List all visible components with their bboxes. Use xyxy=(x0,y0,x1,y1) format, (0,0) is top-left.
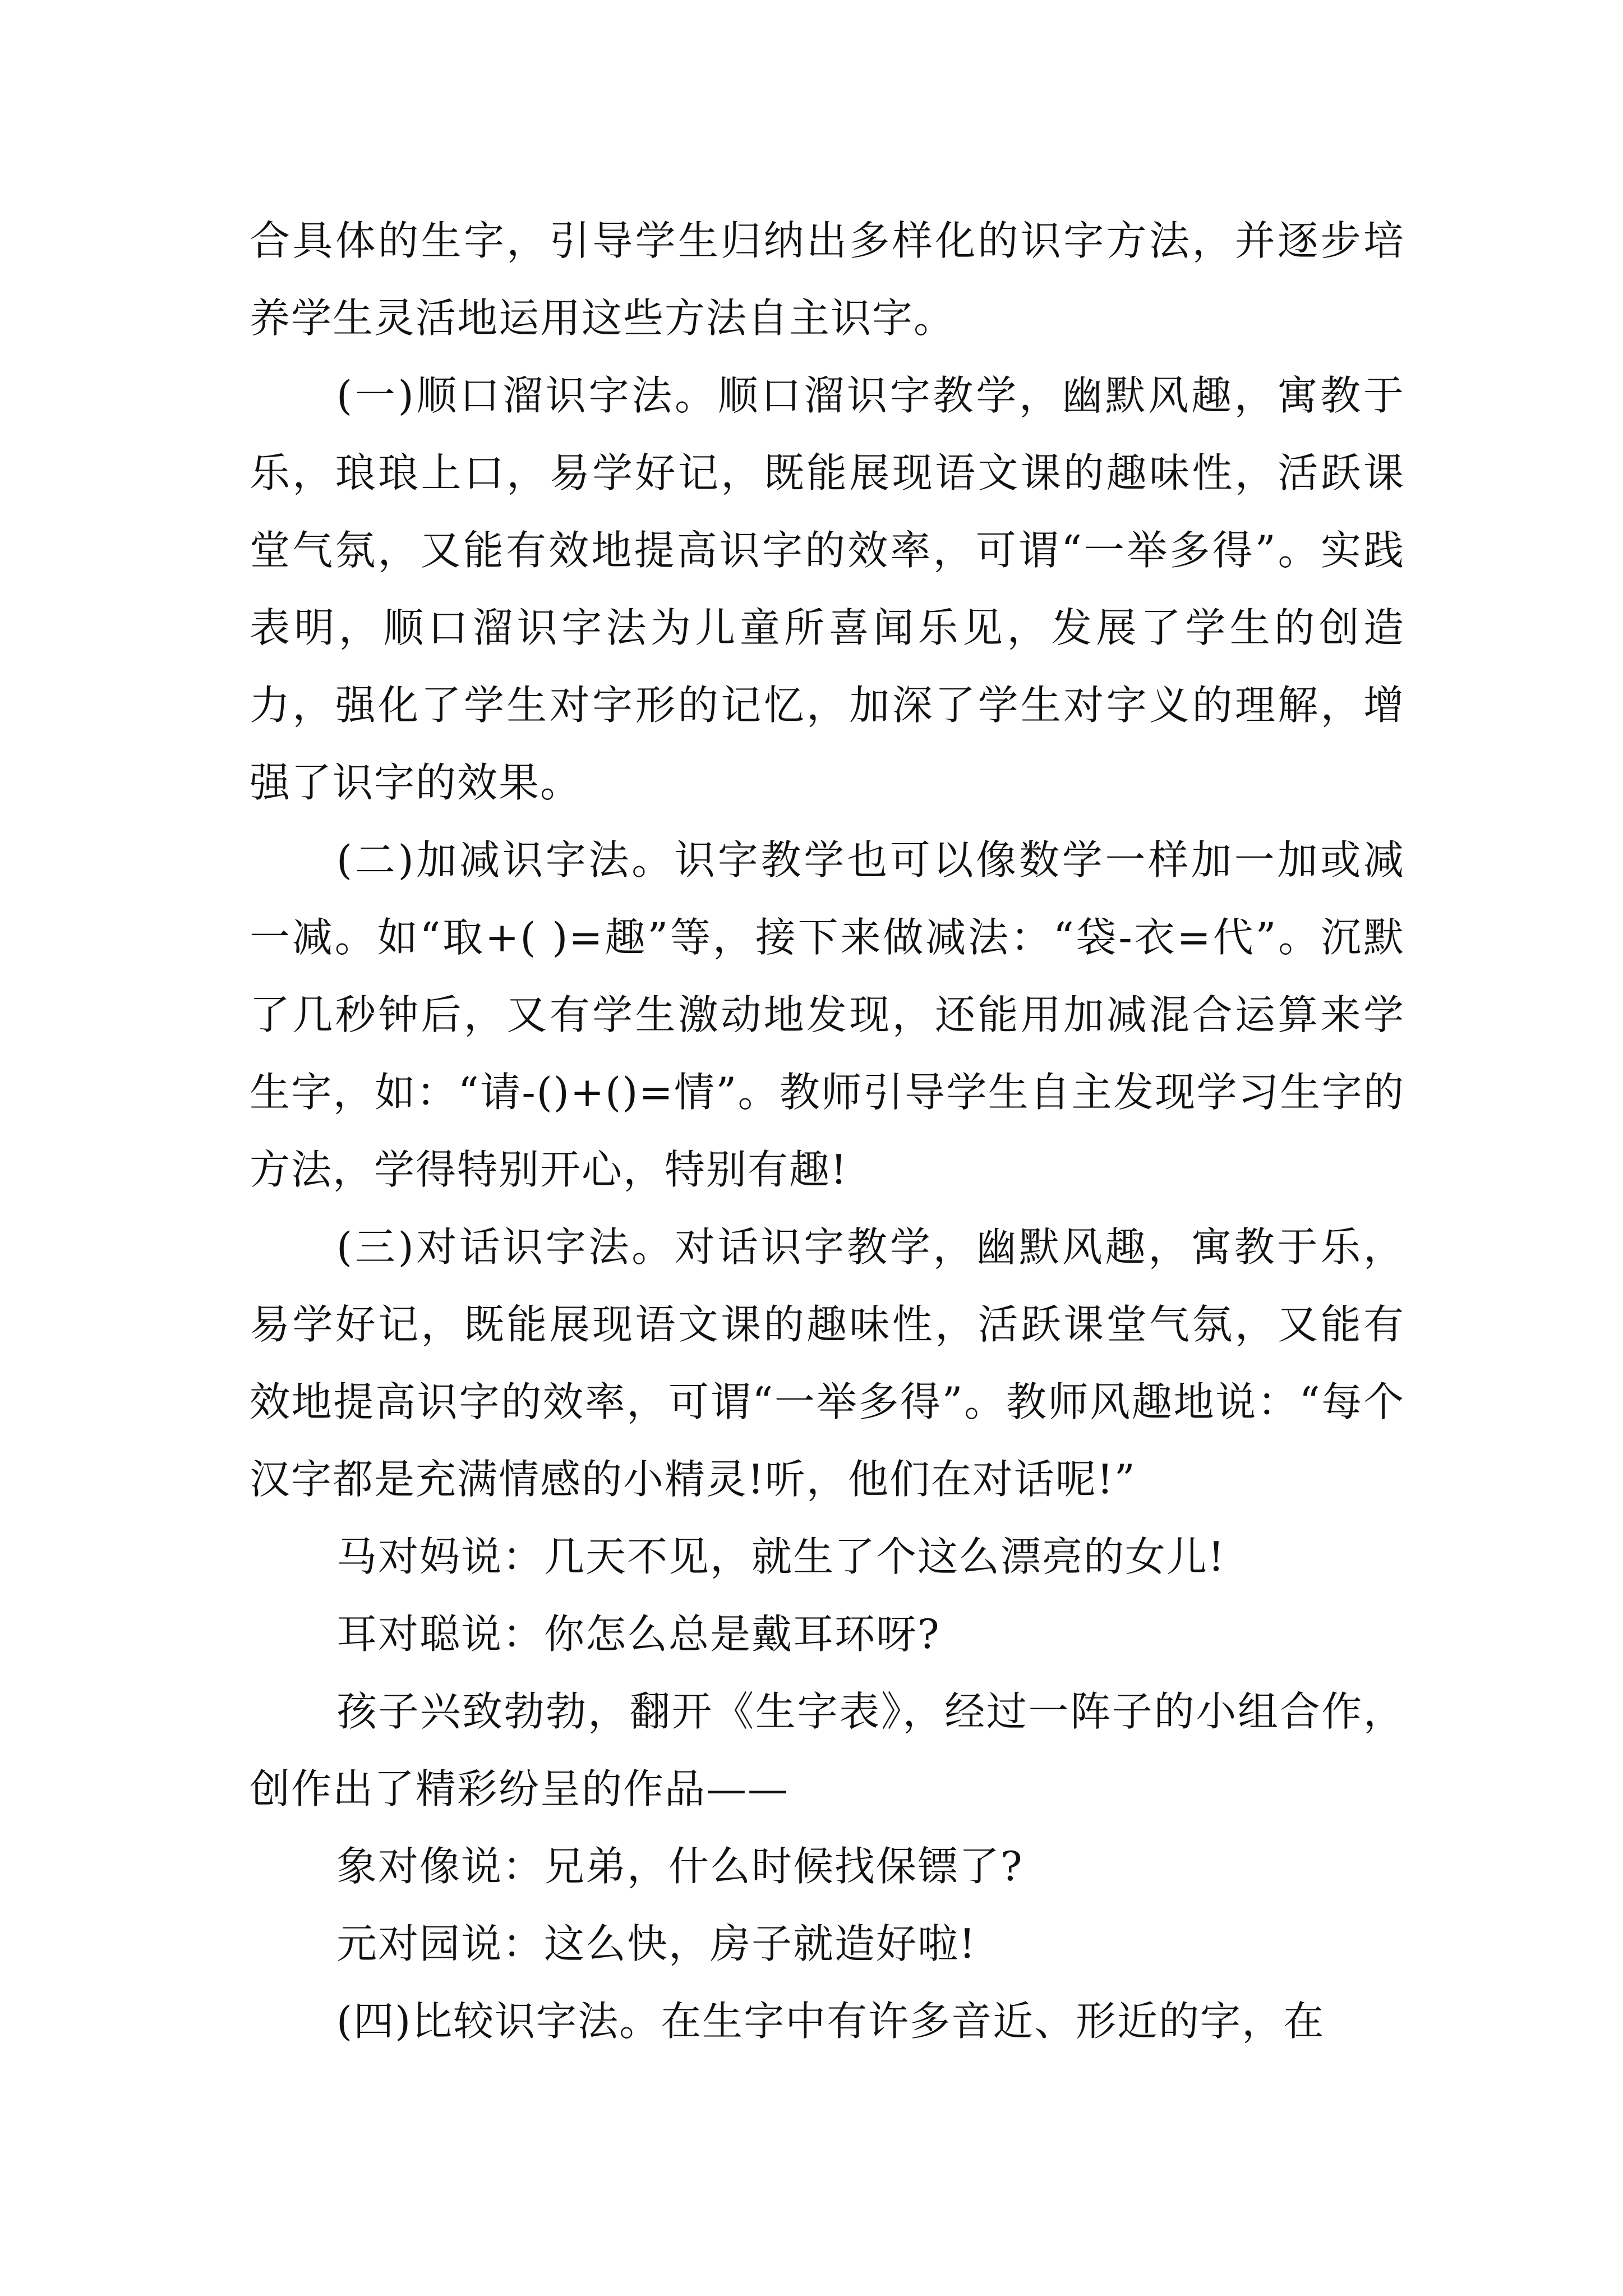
paragraph: 合具体的生字，引导学生归纳出多样化的识字方法，并逐步培养学生灵活地运用这些方法自主识字。 xyxy=(250,217,1405,342)
paragraph: 马对妈说：几天不见，就生了个这么漂亮的女儿! xyxy=(336,1533,1225,1580)
paragraph: 象对像说：兄弟，什么时候找保镖了? xyxy=(336,1843,1023,1890)
paragraph: (二)加减识字法。识字教学也可以像数学一样加一加或减一减。如“取+( )=趣”等，接下来做减法：“袋-衣=代”。沉默了几秒钟后，又有学生激动地发现，还能用加减混合运算来学生字，如：“请-()+()=情”。教师引导学生自主发现学习生字的方法，学得特别开心，特别有趣! xyxy=(250,836,1405,1193)
body-text xyxy=(250,202,1405,2060)
paragraph: 孩子兴致勃勃，翻开《生字表》，经过一阵子的小组合作，创作出了精彩纷呈的作品—— xyxy=(250,1688,1405,1812)
paragraph: (一)顺口溜识字法。顺口溜识字教学，幽默风趣，寓教于乐，琅琅上口，易学好记，既能展现语文课的趣味性，活跃课堂气氛，又能有效地提高识字的效率，可谓“一举多得”。实践表明，顺口溜识字法为儿童所喜闻乐见，发展了学生的创造力，强化了学生对字形的记忆，加深了学生对字义的理解，增强了识字的效果。 xyxy=(250,372,1405,806)
paragraph: (四)比较识字法。在生字中有许多音近、形近的字，在 xyxy=(336,1998,1325,2045)
paragraph: 元对园说：这么快，房子就造好啦! xyxy=(336,1920,976,1967)
paragraph: (三)对话识字法。对话识字教学，幽默风趣，寓教于乐，易学好记，既能展现语文课的趣味性，活跃课堂气氛，又能有效地提高识字的效率，可谓“一举多得”。教师风趣地说：“每个汉字都是充满情感的小精灵!听，他们在对话呢!” xyxy=(250,1223,1405,1503)
paragraph: 耳对聪说：你怎么总是戴耳环呀? xyxy=(336,1611,940,1658)
